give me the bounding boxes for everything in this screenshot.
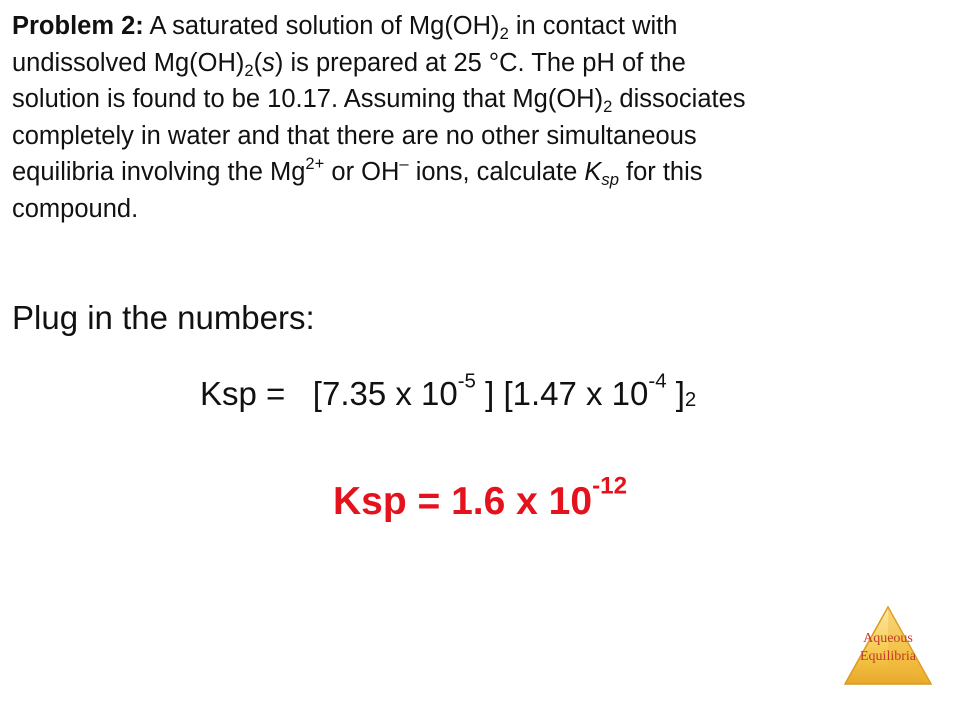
problem-text: or OH xyxy=(324,158,400,186)
solid-state-symbol: s xyxy=(262,48,275,77)
problem-text: A saturated solution of Mg(OH) xyxy=(143,12,500,40)
problem-text: equilibria involving the Mg xyxy=(12,158,306,186)
ksp-result xyxy=(0,472,960,526)
subscript: 2 xyxy=(499,23,509,43)
label-line: Aqueous xyxy=(863,631,913,646)
problem-text: for this xyxy=(618,158,703,186)
problem-text: compound. xyxy=(12,194,139,223)
problem-text: ) is prepared at 25 °C. The pH of the xyxy=(274,48,686,77)
subscript xyxy=(601,170,619,189)
problem-text: solution is found to be 10.17. Assuming that Mg(OH) xyxy=(12,85,604,113)
aqueous-equilibria-label[interactable] xyxy=(840,630,936,666)
problem-label: Problem 2: xyxy=(12,12,144,40)
equation-mid: ] [1.47 x 10 xyxy=(475,375,649,412)
exponent: -5 xyxy=(457,369,476,393)
power: 2 xyxy=(684,388,697,412)
equation-lhs: Ksp = [7.35 x 10 xyxy=(200,375,458,412)
problem-text: dissociates xyxy=(612,85,746,113)
sp-subscript: sp xyxy=(601,169,619,189)
subscript: 2 xyxy=(603,96,613,116)
problem-text: undissolved Mg(OH) xyxy=(12,48,245,77)
problem-statement xyxy=(12,8,942,227)
ksp-equation xyxy=(200,369,697,416)
problem-text: in contact with xyxy=(508,12,678,40)
result-exponent: -12 xyxy=(592,472,628,500)
superscript: – xyxy=(399,154,409,174)
k-symbol: K xyxy=(584,158,602,186)
plug-in-heading: Plug in the numbers: xyxy=(12,299,315,336)
problem-text: ions, calculate xyxy=(408,158,585,186)
result-base: Ksp = 1.6 x 10 xyxy=(332,480,593,523)
equation-close: ] xyxy=(666,375,685,412)
exponent: -4 xyxy=(648,369,667,393)
label-line: Equilibria xyxy=(860,649,916,664)
problem-text: completely in water and that there are no other simultaneous xyxy=(12,121,697,150)
subscript: 2 xyxy=(244,60,254,80)
problem-text: ( xyxy=(253,48,263,77)
superscript: 2+ xyxy=(305,154,325,174)
